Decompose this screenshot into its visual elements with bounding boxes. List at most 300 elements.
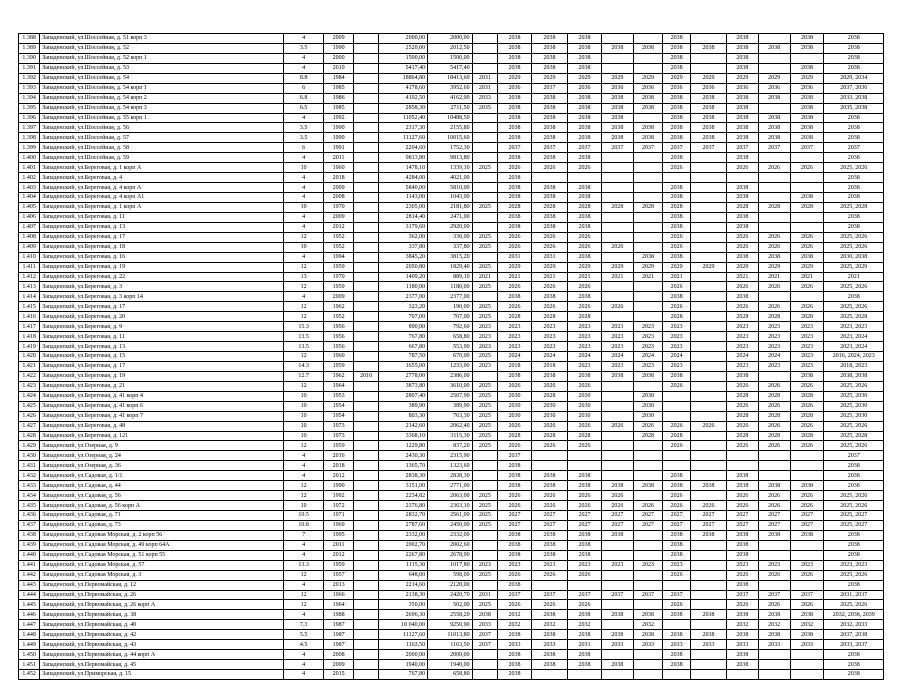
table-cell: 2038 (824, 53, 884, 63)
table-cell: 2031 (472, 83, 497, 93)
table-cell (353, 461, 378, 471)
table-cell: 1991 (324, 143, 354, 153)
table-cell: 2038 (790, 610, 824, 620)
table-cell: 2038 (726, 292, 758, 302)
table-cell: 2038 (824, 580, 884, 590)
table-cell: 1180,00 (379, 282, 428, 292)
table-cell: 2037 (758, 590, 790, 600)
table-cell (472, 173, 497, 183)
table-cell: 2029 (663, 262, 691, 272)
table-cell (690, 34, 726, 44)
table-cell: 2023 (790, 361, 824, 371)
table-cell (472, 143, 497, 153)
table-cell: 2029 (568, 262, 602, 272)
table-cell: 2023 (568, 342, 602, 352)
table-cell: 13 (283, 272, 323, 282)
table-cell: 1973 (324, 431, 354, 441)
table-cell: 9813,80 (379, 153, 428, 163)
table-cell (758, 660, 790, 670)
table-cell: 1953 (324, 391, 354, 401)
table-cell: 2025, 2026 (824, 282, 884, 292)
table-cell (353, 620, 378, 630)
table-cell: 2038 (531, 540, 567, 550)
table-row (19, 282, 884, 292)
registry-table (18, 33, 884, 680)
address-cell: Западенский, ул.Береговая, д. 41 корп 4 (40, 391, 284, 401)
row-number-cell: 1.439 (19, 540, 40, 550)
table-cell (353, 73, 378, 83)
table-cell: 2038 (690, 103, 726, 113)
table-cell: 2028 (726, 202, 758, 212)
table-row (19, 63, 884, 73)
table-cell: 5.5 (283, 630, 323, 640)
table-cell: 6.5 (283, 103, 323, 113)
table-cell: 2027 (531, 511, 567, 521)
table-cell: 2038 (568, 550, 602, 560)
table-cell (353, 123, 378, 133)
table-cell (633, 381, 663, 391)
table-cell: 1964 (324, 381, 354, 391)
table-cell: 2038 (726, 193, 758, 203)
table-row (19, 232, 884, 242)
table-cell: 2038 (758, 113, 790, 123)
table-cell: 12 (283, 381, 323, 391)
table-cell: 2037 (824, 143, 884, 153)
table-cell: 2029 (758, 262, 790, 272)
table-cell: 2021 (824, 272, 884, 282)
row-number-cell: 1.425 (19, 401, 40, 411)
table-cell: 2038 (758, 93, 790, 103)
table-cell (790, 212, 824, 222)
address-cell: Западенский, ул.Садовая Морская, д. 49 корп 64А (40, 540, 284, 550)
table-cell: 2026 (498, 570, 532, 580)
table-cell: 2023 (568, 322, 602, 332)
table-cell: 2030 (568, 411, 602, 421)
table-cell: 2038 (790, 252, 824, 262)
table-cell: 2026 (568, 302, 602, 312)
table-cell: 1017,80 (428, 560, 473, 570)
table-row (19, 501, 884, 511)
table-cell: 2038 (601, 93, 633, 103)
table-cell: 2038 (498, 222, 532, 232)
table-cell: 2038 (690, 481, 726, 491)
table-row (19, 640, 884, 650)
table-cell: 2038 (824, 193, 884, 203)
table-cell: 2026 (568, 282, 602, 292)
table-cell: 2026 (601, 302, 633, 312)
table-cell: 2038 (690, 133, 726, 143)
table-cell: 2832,70 (379, 511, 428, 521)
table-cell: 2038 (824, 212, 884, 222)
table-cell: 2027 (726, 511, 758, 521)
table-cell: 2038 (498, 93, 532, 103)
table-cell (633, 580, 663, 590)
table-cell: 2025 (472, 232, 497, 242)
table-cell: 2038 (498, 630, 532, 640)
table-cell: 2038 (531, 103, 567, 113)
table-row (19, 272, 884, 282)
table-cell: 2026 (726, 302, 758, 312)
table-cell: 2026 (790, 242, 824, 252)
table-cell: 2028 (633, 202, 663, 212)
table-cell: 2023 (633, 560, 663, 570)
table-row (19, 441, 884, 451)
table-cell: 12.7 (283, 371, 323, 381)
table-cell: 2027 (663, 511, 691, 521)
address-cell: Западенский, ул.Первомайская, д. 26 (40, 590, 284, 600)
table-cell: 2062,40 (428, 421, 473, 431)
table-cell: 1365,70 (379, 461, 428, 471)
table-cell: 2305,00 (379, 202, 428, 212)
table-cell: 10 (283, 391, 323, 401)
table-cell: 2027 (790, 520, 824, 530)
table-cell: 2038 (568, 530, 602, 540)
table-cell: 2038 (790, 530, 824, 540)
table-cell: 2028 (758, 312, 790, 322)
table-cell: 2038 (726, 123, 758, 133)
row-number-cell: 1.398 (19, 133, 40, 143)
table-cell: 2025 (472, 282, 497, 292)
table-cell: 2063,00 (428, 491, 473, 501)
table-cell: 2038 (498, 292, 532, 302)
table-cell: 2025 (472, 242, 497, 252)
table-cell: 2033, 2037 (824, 640, 884, 650)
table-cell: 2037 (472, 640, 497, 650)
table-cell: 2027 (690, 520, 726, 530)
table-cell: 707,00 (428, 312, 473, 322)
table-cell: 2023 (472, 560, 497, 570)
table-cell: 2023 (531, 332, 567, 342)
address-cell: Западенский, ул.Шоссейная, д. 59 (40, 153, 284, 163)
table-cell: 2038 (726, 183, 758, 193)
address-cell: Западенский, ул.Береговая, д. 11 (40, 212, 284, 222)
table-cell (690, 540, 726, 550)
table-cell: 2026 (726, 232, 758, 242)
table-cell: 2018 (324, 461, 354, 471)
table-cell: 2028 (790, 312, 824, 322)
table-cell (601, 540, 633, 550)
table-cell: 1655,00 (379, 361, 428, 371)
table-cell: 2028 (498, 312, 532, 322)
table-cell (601, 451, 633, 461)
table-cell: 2038 (824, 63, 884, 73)
table-cell: 2026 (758, 302, 790, 312)
table-cell: 1970 (324, 202, 354, 212)
table-cell: 2030 (498, 401, 532, 411)
table-row (19, 391, 884, 401)
table-cell (601, 431, 633, 441)
table-cell: 2038 (531, 53, 567, 63)
table-cell: 2025, 2026 (824, 232, 884, 242)
table-cell: 2038 (601, 530, 633, 540)
address-cell: Западенский, ул.Первомайская, д. 12 (40, 580, 284, 590)
table-cell: 2024 (663, 352, 691, 362)
table-cell: 2028 (790, 411, 824, 421)
table-cell: 2028 (758, 411, 790, 421)
row-number-cell: 1.416 (19, 312, 40, 322)
table-cell: 2026 (726, 501, 758, 511)
address-cell: Западенский, ул.Первомайская, д. 40 (40, 620, 284, 630)
table-cell: 2267,80 (379, 550, 428, 560)
table-cell: 2023 (663, 322, 691, 332)
table-cell: 2038 (824, 670, 884, 680)
table-cell: 323,20 (379, 302, 428, 312)
table-cell: 2038 (690, 113, 726, 123)
table-cell: 2023 (498, 342, 532, 352)
table-cell: 2038 (498, 193, 532, 203)
table-cell: 2023 (633, 322, 663, 332)
table-cell: 2038 (568, 660, 602, 670)
table-cell: 2038 (531, 43, 567, 53)
table-cell: 2027 (498, 511, 532, 521)
table-cell (353, 401, 378, 411)
table-cell: 2386,00 (428, 371, 473, 381)
table-cell: 2029 (601, 262, 633, 272)
table-cell: 2026 (726, 441, 758, 451)
table-cell: 2037 (790, 143, 824, 153)
table-cell: 2026 (758, 600, 790, 610)
table-cell: 3873,80 (379, 381, 428, 391)
table-cell: 2033, 2038 (824, 93, 884, 103)
table-cell: 2038 (758, 530, 790, 540)
table-cell: 1987 (324, 640, 354, 650)
table-row (19, 173, 884, 183)
table-cell: 2037, 2036 (824, 83, 884, 93)
table-cell: 2021 (726, 272, 758, 282)
table-cell: 2038 (824, 222, 884, 232)
address-cell: Западенский, ул.Садовая, д. 56 (40, 491, 284, 501)
table-cell: 2038 (531, 193, 567, 203)
table-cell: 2026 (663, 381, 691, 391)
table-cell: 2027 (568, 520, 602, 530)
table-cell: 2023 (472, 361, 497, 371)
table-cell (601, 471, 633, 481)
table-cell: 4 (283, 173, 323, 183)
table-cell: 2038 (568, 34, 602, 44)
table-cell: 4102,50 (379, 93, 428, 103)
table-cell (758, 173, 790, 183)
table-row (19, 421, 884, 431)
table-cell: 2025, 2026 (824, 491, 884, 501)
table-cell: 2026 (531, 501, 567, 511)
table-cell: 1952 (324, 312, 354, 322)
table-cell: 2376,80 (379, 501, 428, 511)
table-cell: 2026 (531, 242, 567, 252)
table-cell: 2032 (758, 620, 790, 630)
table-cell (472, 222, 497, 232)
table-cell: 2023 (633, 332, 663, 342)
table-cell: 2029 (633, 73, 663, 83)
table-cell: 2028 (568, 202, 602, 212)
table-cell (353, 173, 378, 183)
table-cell: 1992 (324, 113, 354, 123)
table-cell (601, 391, 633, 401)
table-cell (758, 292, 790, 302)
table-cell (601, 570, 633, 580)
table-cell: 2038 (690, 530, 726, 540)
table-cell (472, 471, 497, 481)
table-cell: 2038 (726, 43, 758, 53)
address-cell: Западенский, ул.Садовая Морская, д. 57 (40, 560, 284, 570)
table-cell: 2038 (601, 610, 633, 620)
table-cell (353, 272, 378, 282)
table-cell: 2558,20 (428, 610, 473, 620)
table-cell: 2026 (790, 232, 824, 242)
table-cell (353, 133, 378, 143)
table-cell: 2038 (498, 34, 532, 44)
table-cell: 2025 (472, 511, 497, 521)
table-cell: 2038 (568, 53, 602, 63)
table-cell: 2038 (633, 371, 663, 381)
table-cell: 3610,00 (428, 381, 473, 391)
table-cell: 2028 (790, 202, 824, 212)
table-cell (353, 421, 378, 431)
row-number-cell: 1.412 (19, 272, 40, 282)
table-cell: 2021 (633, 272, 663, 282)
table-cell: 1962 (324, 302, 354, 312)
table-cell: 2026 (531, 491, 567, 501)
table-cell (633, 540, 663, 550)
table-cell: 837,20 (428, 441, 473, 451)
table-cell: 5840,00 (379, 183, 428, 193)
table-cell: 2032 (726, 620, 758, 630)
table-cell: 2011 (324, 540, 354, 550)
table-cell: 2026 (663, 242, 691, 252)
table-cell (531, 461, 567, 471)
table-cell (353, 590, 378, 600)
table-cell: 2028 (726, 411, 758, 421)
address-cell: Западенский, ул.Береговая, д. 15 (40, 352, 284, 362)
table-cell: 4 (283, 580, 323, 590)
table-cell: 2038 (568, 193, 602, 203)
table-cell: 2038 (663, 481, 691, 491)
table-cell: 667,80 (379, 342, 428, 352)
table-cell: 2023 (758, 361, 790, 371)
table-cell: 4 (283, 183, 323, 193)
table-cell: 2038 (601, 113, 633, 123)
table-cell: 2234,82 (379, 491, 428, 501)
table-cell: 2028 (531, 431, 567, 441)
table-cell: 2025 (472, 501, 497, 511)
table-cell: 2038 (663, 222, 691, 232)
table-cell: 2038 (568, 93, 602, 103)
table-cell: 2025 (472, 441, 497, 451)
table-cell (353, 312, 378, 322)
table-cell: 10.5 (283, 511, 323, 521)
table-cell: 2038 (663, 660, 691, 670)
table-cell: 9813,80 (428, 153, 473, 163)
table-cell (353, 550, 378, 560)
table-cell: 2023 (663, 361, 691, 371)
table-cell (690, 322, 726, 332)
row-number-cell: 1.388 (19, 34, 40, 44)
table-cell: 2038 (531, 650, 567, 660)
table-cell: 2038 (663, 212, 691, 222)
table-cell: 1987 (324, 630, 354, 640)
table-cell: 2038 (726, 550, 758, 560)
table-cell: 2025 (472, 600, 497, 610)
address-cell: Западенский, ул.Садовая, д. 1/1 (40, 471, 284, 481)
row-number-cell: 1.434 (19, 491, 40, 501)
table-cell (601, 232, 633, 242)
table-row (19, 371, 884, 381)
table-cell: 2029 (758, 73, 790, 83)
row-number-cell: 1.415 (19, 302, 40, 312)
table-cell (663, 401, 691, 411)
table-cell: 2033 (498, 640, 532, 650)
table-cell (663, 620, 691, 630)
table-cell: 2038 (601, 481, 633, 491)
address-cell: Западенский, ул.Береговая, д. 11 (40, 332, 284, 342)
table-cell: 2009 (324, 212, 354, 222)
table-cell: 2038 (824, 481, 884, 491)
table-cell (758, 670, 790, 680)
table-cell: 12 (283, 590, 323, 600)
table-cell: 2038 (568, 252, 602, 262)
table-cell: 2021 (790, 272, 824, 282)
table-cell (353, 511, 378, 521)
table-cell: 2026 (498, 242, 532, 252)
table-cell (472, 153, 497, 163)
table-cell: 2038 (726, 650, 758, 660)
table-cell: 2038 (498, 173, 532, 183)
table-cell: 767,80 (379, 670, 428, 680)
table-cell: 2016, 2024, 2023 (824, 352, 884, 362)
table-cell (726, 173, 758, 183)
table-cell (353, 252, 378, 262)
table-cell: 2038 (758, 481, 790, 491)
table-cell (353, 570, 378, 580)
table-row (19, 193, 884, 203)
table-cell (633, 670, 663, 680)
table-cell (353, 63, 378, 73)
table-cell (353, 113, 378, 123)
table-cell: 2038 (568, 481, 602, 491)
table-cell: 598,00 (428, 570, 473, 580)
address-cell: Западенский, ул.Береговая, д. 13 (40, 222, 284, 232)
table-cell: 2038 (663, 650, 691, 660)
table-cell: 2038 (790, 113, 824, 123)
table-cell (633, 530, 663, 540)
table-cell (353, 391, 378, 401)
table-cell: 2032 (498, 620, 532, 630)
table-cell: 1163,50 (379, 640, 428, 650)
table-cell (690, 302, 726, 312)
table-row (19, 123, 884, 133)
table-cell: 2028 (790, 431, 824, 441)
address-cell: Западенский, ул.Шоссейная, д. 52 корп 1 (40, 53, 284, 63)
table-cell: 2038 (498, 540, 532, 550)
table-cell: 2027 (726, 520, 758, 530)
table-cell: 2038 (498, 153, 532, 163)
table-cell: 2038 (824, 43, 884, 53)
table-cell: 2030 (498, 391, 532, 401)
table-cell (353, 153, 378, 163)
table-cell: 2038 (726, 133, 758, 143)
row-number-cell: 1.411 (19, 262, 40, 272)
table-cell (690, 272, 726, 282)
table-cell (353, 212, 378, 222)
table-cell (690, 332, 726, 342)
address-cell: Западенский, ул.Первомайская, д. 38 (40, 610, 284, 620)
table-cell (690, 242, 726, 252)
table-cell: 2025, 2026 (824, 421, 884, 431)
table-cell (472, 540, 497, 550)
table-cell: 2023 (663, 342, 691, 352)
table-cell: 2038 (726, 93, 758, 103)
table-cell (690, 342, 726, 352)
table-cell: 2032 (498, 610, 532, 620)
